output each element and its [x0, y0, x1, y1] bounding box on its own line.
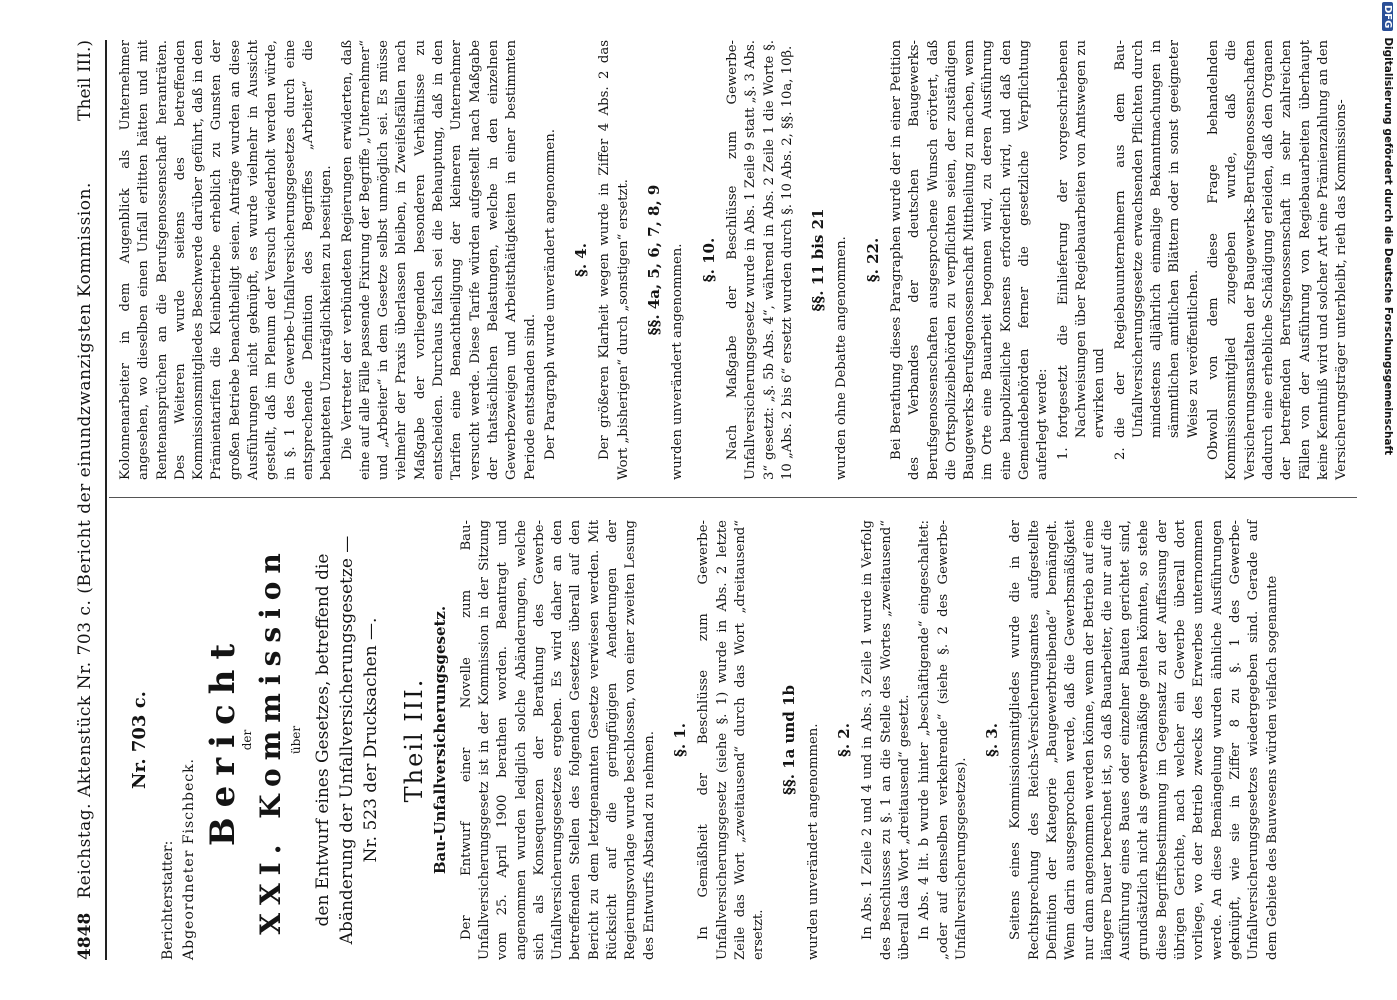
section-22-heading: §. 22.	[863, 237, 882, 283]
section-4-heading: §. 4.	[572, 243, 591, 277]
obligations-list	[1055, 40, 1203, 460]
subject-line: den Entwurf eines Gesetzes, betreffend die Abänderung der Unfallversicherungsgesetze — Nr. 523 der Drucksachen —.	[313, 535, 382, 945]
dfg-logo: DFG	[1383, 2, 1394, 31]
list-item-text: die der Regiebauunternehmern aus dem Bau-Unfallversicherungsgesetze erwachsenden Pflichten durch mindestens alljährlich einmalige Bekanntmachungen in sämmtlichen amtlichen Blättern oder in sonst geeigneter Weise zu veröffentlichen.	[1112, 40, 1201, 438]
reporter-label: Berichterstatter:	[160, 840, 177, 960]
section-11-heading: §§. 11 bis 21	[809, 208, 828, 312]
digitization-stamp	[1381, 0, 1397, 1000]
section-10-text: Nach Maßgabe der Beschlüsse zum Gewerbe-Unfallversicherungsgesetz wurde in Abs. 1 Zeile 9 statt „§. 3 Abs. 3“ gesetzt: „§. 5b Abs. 4“, während in Abs. 2 Zeile 1 die Worte §. 10 „Abs. 2 bis 6“ ersetzt wurden durch §. 10 Abs. 2, §§. 10a, 10β.	[724, 40, 795, 480]
section-22-text: Bei Berathung dieses Paragraphen wurde der in einer Petition des Verbandes der deutschen Baugewerks-Berufsgenossenschaften ausgesprochene Wunsch erörtert, daß die Ortspolizeibehörden zu verpflichten seien, der zuständigen Baugewerks-Berufsgenossenschaft Mittheilung zu machen, wenn im Orte eine Bauarbeit begonnen wird, zu deren Ausführung eine baupolizeiliche Konsens erforderlich wird, und daß den Gemeindebehörden ferner die gesetzliche Verpflichtung auferlegt werde:	[888, 40, 1051, 480]
section-4-text: Der größeren Klarheit wegen wurde in Ziffer 4 Abs. 2 das Wort „bisherigen“ durch „sonstigen“ ersetzt.	[597, 40, 631, 480]
page-number: 4848	[75, 912, 95, 960]
running-header	[65, 40, 105, 960]
section-2-text-2: In Abs. 4 lit. b wurde hinter „beschäftigende“ eingeschaltet: „oder auf denselben verkehrende“ (siehe §. 2 des Gewerbe-Unfallversicherungsgesetzes).	[917, 520, 969, 960]
right-para-3: Der Paragraph wurde unverändert angenommen.	[542, 129, 558, 460]
section-3-text: Seitens eines Kommissionsmitgliedes wurde die in der Rechtsprechung des Reichs-Versicherungsamtes aufgestellte Definition der Kategorie „Baugewerbtreibende“ bemängelt. Wenn darin ausgesprochen werde, daß die Gewerbsmäßigkeit nur dann angenommen werden könne, wenn der Betrieb auf eine längere Dauer berechnet ist, so daß Bauarbeiter, die nur auf die Ausführung eines Baues oder einzelner Bauten gerichtet sind, grundsätzlich nicht als gewerbsmäßige gelten könnten, so stehe diese Begriffsbestimmung im Gegensatz zu der Auffassung der übrigen Gerichte, nach welcher ein Gewerbe überall dort vorliege, wo der Betrieb zwecks des Erwerbes unternommen werde. An diese Bemängelung wurden ähnliche Ausführungen geknüpft, wie sie in Ziffer 8 zu §. 1 des Gewerbe-Unfallversicherungsgesetzes wiedergegeben sind. Gerade auf dem Gebiete des Bauwesens würden vielfach sogenannte	[1008, 520, 1280, 960]
title-ueber: über	[288, 725, 303, 755]
part-heading: Theil III.	[400, 677, 429, 803]
right-column	[117, 40, 1353, 480]
part-label: Theil III.)	[75, 40, 95, 121]
column-divider	[109, 497, 1357, 498]
running-title: Reichstag. Aktenstück Nr. 703 c. (Bericht der einundzwanzigsten Kommission.	[75, 182, 95, 899]
document-number: Nr. 703 c.	[129, 691, 150, 789]
list-item	[1112, 40, 1203, 460]
title-bericht: Bericht	[202, 633, 243, 847]
title-der: der	[240, 729, 255, 751]
section-2-heading: §. 2.	[835, 723, 854, 757]
list-item-number: 2.	[1112, 447, 1128, 460]
title-commission: XXI. Kommission	[254, 545, 288, 935]
list-item-text: fortgesetzt die Einlieferung der vorgeschriebenen Nachweisungen über Regiebauarbeiten von Amtswegen zu erwirken und	[1055, 40, 1108, 438]
header-rule	[105, 40, 107, 960]
section-10-heading: §. 10.	[699, 237, 718, 283]
right-para-1: Kolonnenarbeiter in dem Augenblick als Unternehmer angesehen, wo dieselben einen Unfall erlitten hätten und mit Rentenansprüchen an die Berufsgenossenschaft heranträten. Des Weiteren wurde seitens des betreffenden Kommissionsmitgliedes Beschwerde darüber geführt, daß in den Prämientarifen die Kleinbetriebe erheblich zu Gunsten der großen Betriebe benachtheiligt seien. Anträge wurden an diese Ausführungen nicht geknüpft, es wurde vielmehr in Aussicht gestellt, daß im Plenum der Versuch wiederholt werden würde, in §. 1 des Gewerbe-Unfallversicherungsgesetzes durch eine entsprechende Definition des Begriffes „Arbeiter“ die behaupteten Unzuträglichkeiten zu beseitigen.	[118, 40, 335, 480]
section-1a-text: wurden unverändert angenommen.	[805, 723, 821, 960]
list-item-number: 1.	[1055, 447, 1071, 460]
final-paragraph: Obwohl von dem diese Frage behandelnden Kommissionsmitglied zugegeben wurde, daß die Versicherungsanstalten der Baugewerks-Berufsgenossenschaften dadurch eine erhebliche Schädigung erleiden, daß den Organen der betreffenden Berufsgenossenschaft in sehr zahlreichen Fällen von der Ausführung von Regiebauarbeiten überhaupt keine Kenntniß wird und solcher Art eine Prämienzahlung an den Versicherungsträger unterbleibt, rieth das Kommissions-	[1206, 40, 1350, 480]
section-1-text: In Gemäßheit der Beschlüsse zum Gewerbe-Unfallversicherungsgesetz (siehe §. 1) wurde in Abs. 2 letzte Zeile das Wort „zweitausend“ durch das Wort „dreitausend“ ersetzt.	[696, 520, 767, 960]
section-11-text: wurden ohne Debatte angenommen.	[834, 236, 850, 480]
reporter-name: Abgeordneter Fischbeck.	[180, 757, 197, 960]
digitization-credit: Digitalisierung gefördert durch die Deutsche Forschungsgemeinschaft	[1382, 37, 1394, 456]
section-4a-heading: §§. 4a, 5, 6, 7, 8, 9	[645, 184, 664, 336]
section-1a-heading: §§. 1a und 1b	[780, 685, 799, 795]
rotated-page	[65, 40, 1365, 960]
intro-paragraph: Der Entwurf einer Novelle zum Bau-Unfallversicherungsgesetz ist in der Kommission in der Sitzung vom 25. April 1900 berathen worden. Beantragt und angenommen wurden lediglich solche Abänderungen, welche sich als Konsequenzen der Berathung des Gewerbe-Unfallversicherungsgesetzes ergeben. Es wird daher an den betreffenden Stellen des folgenden Gesetzes überall auf den Bericht zu dem letztgenannten Gesetze verwiesen werden. Mit Rücksicht auf die geringfügigen Aenderungen der Regierungsvorlage wurde beschlossen, von einer zweiten Lesung des Entwurfs Abstand zu nehmen.	[458, 520, 657, 960]
section-3-heading: §. 3.	[983, 723, 1002, 757]
section-1-heading: §. 1.	[670, 723, 689, 757]
law-heading: Bau-Unfallversicherungsgesetz.	[431, 605, 450, 875]
section-2-text-1: In Abs. 1 Zeile 2 und 4 und in Abs. 3 Zeile 1 wurde in Verfolg des Beschlusses zu §. 1 an die Stelle des Wortes „zweitausend“ überall das Wort „dreitausend“ gesetzt.	[860, 520, 912, 960]
right-para-2: Die Vertreter der verbündeten Regierungen erwiderten, daß eine auf alle Fälle passende Fixirung der Begriffe „Unternehmer“ und „Arbeiter“ in dem Gesetze selbst unmöglich sei. Es müsse vielmehr der Praxis überlassen bleiben, in Zweifelsfällen nach Maßgabe der vorliegenden besonderen Verhältnisse zu entscheiden. Durchaus falsch sei die Behauptung, daß in den Tarifen eine Benachtheiligung der kleineren Unternehmer versucht werde. Diese Tarife würden aufgestellt nach Maßgabe der thatsächlichen Belastungen, welche in den einzelnen Gewerbezweigen und Arbeitsthätigkeiten in einer bestimmten Periode entstanden sind.	[339, 40, 538, 480]
section-4a-text: wurden unverändert angenommen.	[670, 243, 686, 480]
left-column	[117, 520, 1284, 960]
list-item	[1055, 40, 1110, 460]
